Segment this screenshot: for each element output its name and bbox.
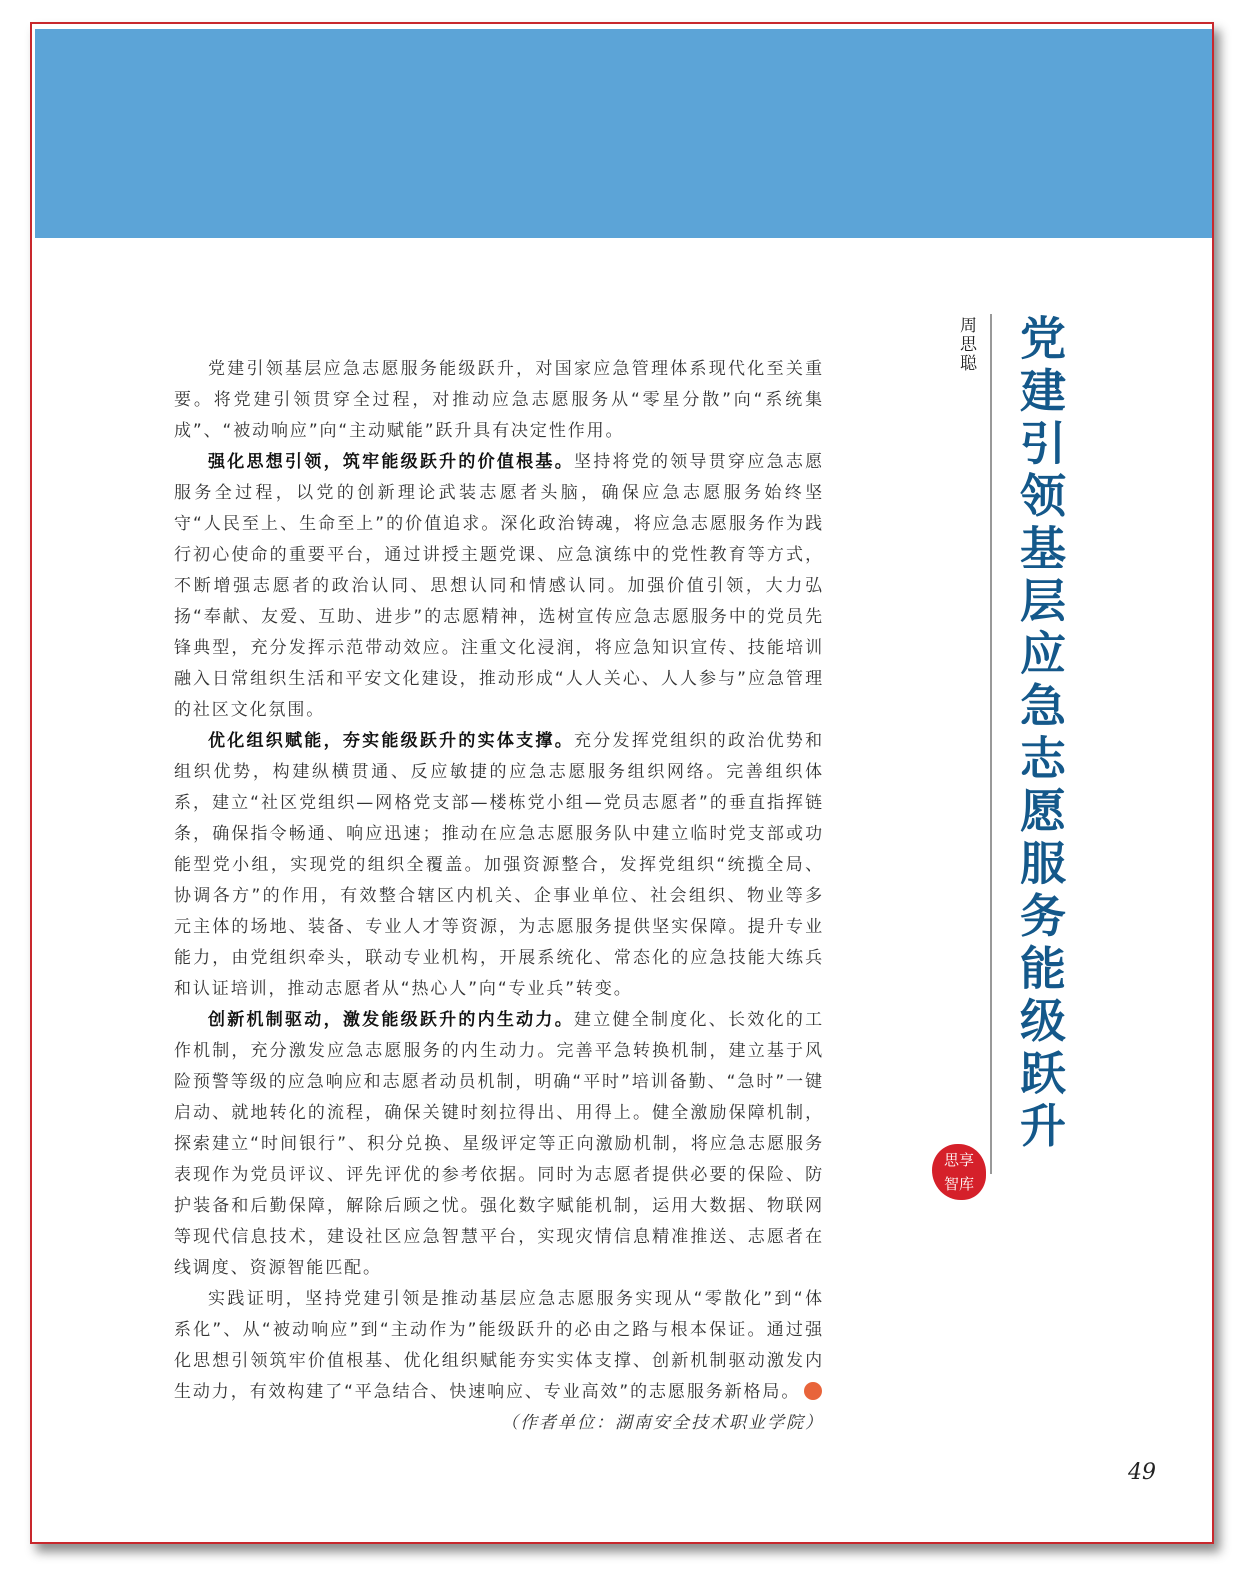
paragraph-intro: [174, 354, 824, 447]
author-affiliation: （作者单位：湖南安全技术职业学院）: [501, 1413, 824, 1433]
paragraph-text: 充分发挥党组织的政治优势和组织优势，构建纵横贯通、反应敏捷的应急志愿服务组织网络。完善组织体系，建立“社区党组织—网格党支部—楼栋党小组—党员志愿者”的垂直指挥链条，确保指令畅通、响应迅速；推动在应急志愿服务队中建立临时党支部或功能型党小组，实现党的组织全覆盖。加强资源整合，发挥党组织“统揽全局、协调各方”的作用，有效整合辖区内机关、企事业单位、社会组织、物业等多元主体的场地、装备、专业人才等资源，为志愿服务提供坚实保障。提升专业能力，由党组织牵头，联动专业机构，开展系统化、常态化的应急技能大练兵和认证培训，推动志愿者从“热心人”向“专业兵”转变。: [174, 731, 824, 999]
article-body: [174, 354, 824, 1439]
paragraph-text: 实践证明，坚持党建引领是推动基层应急志愿服务实现从“零散化”到“体系化”、从“被动响应”到“主动作为”能级跃升的必由之路与根本保证。通过强化思想引领筑牢价值根基、优化组织赋能夯实实体支撑、创新机制驱动激发内生动力，有效构建了“平急结合、快速响应、专业高效”的志愿服务新格局。: [174, 1289, 824, 1402]
magazine-page: [30, 22, 1214, 1544]
title-divider: [990, 314, 992, 1174]
paragraph-mechanism: [174, 1005, 824, 1284]
end-mark-icon: [804, 1382, 822, 1400]
paragraph-organization: [174, 726, 824, 1005]
paragraph-ideology: [174, 447, 824, 726]
article-title: 党建引领基层应急志愿服务能级跃升: [1013, 314, 1067, 1154]
paragraph-lead: 优化组织赋能，夯实能级跃升的实体支撑。: [208, 731, 574, 751]
paragraph-lead: 创新机制驱动，激发能级跃升的内生动力。: [208, 1010, 574, 1030]
paragraph-text: 建立健全制度化、长效化的工作机制，充分激发应急志愿服务的内生动力。完善平急转换机制，建立基于风险预警等级的应急响应和志愿者动员机制，明确“平时”培训备勤、“急时”一键启动、就地转化的流程，确保关键时刻拉得出、用得上。健全激励保障机制，探索建立“时间银行”、积分兑换、星级评定等正向激励机制，将应急志愿服务表现作为党员评议、评先评优的参考依据。同时为志愿者提供必要的保险、防护装备和后勤保障，解除后顾之忧。强化数字赋能机制，运用大数据、物联网等现代信息技术，建设社区应急智慧平台，实现灾情信息精准推送、志愿者在线调度、资源智能匹配。: [174, 1010, 824, 1278]
seal-logo: 思享 智库: [932, 1144, 986, 1200]
paragraph-lead: 强化思想引领，筑牢能级跃升的价值根基。: [208, 452, 574, 472]
author-name: 周思聪: [956, 316, 976, 373]
header-banner: [35, 29, 1212, 238]
paragraph-text: 党建引领基层应急志愿服务能级跃升，对国家应急管理体系现代化至关重要。将党建引领贯穿全过程，对推动应急志愿服务从“零星分散”向“系统集成”、“被动响应”向“主动赋能”跃升具有决定性作用。: [174, 359, 824, 441]
paragraph-conclusion: [174, 1284, 824, 1408]
page-number: 49: [1128, 1460, 1156, 1485]
paragraph-text: 坚持将党的领导贯穿应急志愿服务全过程，以党的创新理论武装志愿者头脑，确保应急志愿服务始终坚守“人民至上、生命至上”的价值追求。深化政治铸魂，将应急志愿服务作为践行初心使命的重要平台，通过讲授主题党课、应急演练中的党性教育等方式，不断增强志愿者的政治认同、思想认同和情感认同。加强价值引领，大力弘扬“奉献、友爱、互助、进步”的志愿精神，选树宣传应急志愿服务中的党员先锋典型，充分发挥示范带动效应。注重文化浸润，将应急知识宣传、技能培训融入日常组织生活和平安文化建设，推动形成“人人关心、人人参与”应急管理的社区文化氛围。: [174, 452, 824, 720]
